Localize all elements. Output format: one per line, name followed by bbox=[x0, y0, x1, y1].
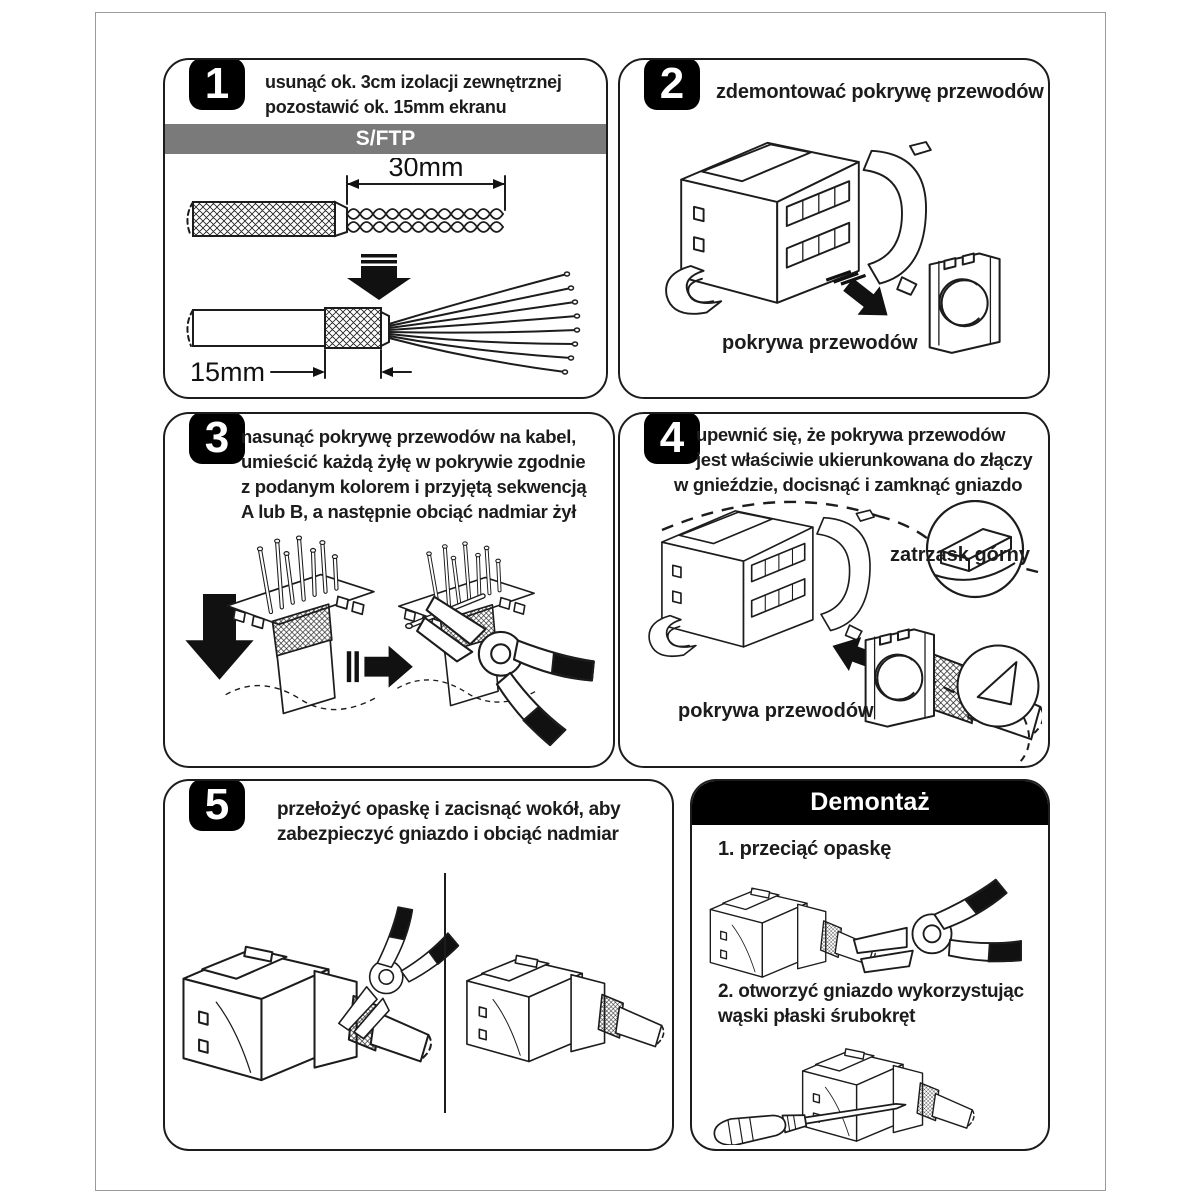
panel-step-5 bbox=[163, 779, 674, 1151]
wire-cover-label: pokrywa przewodów bbox=[722, 332, 918, 354]
jack-with-cable-illustration bbox=[710, 888, 875, 977]
step-3-instruction bbox=[241, 424, 586, 524]
demontaz-step-1 bbox=[718, 837, 891, 862]
pliers-cutting-icon bbox=[843, 863, 1042, 981]
keystone-jack-open-illustration bbox=[666, 142, 931, 314]
step-1-instruction bbox=[265, 70, 562, 120]
pliers-cutting-icon bbox=[417, 597, 594, 745]
wire-cover-illustration bbox=[930, 254, 1000, 353]
step-4-instruction bbox=[674, 422, 1032, 497]
instruction-line: zdemontować pokrywę przewodów bbox=[716, 81, 1044, 103]
illustration-divider bbox=[444, 873, 446, 1113]
panel-demontaz bbox=[690, 779, 1050, 1151]
instruction-line: wąski płaski śrubokręt bbox=[718, 1006, 916, 1027]
instruction-line: usunąć ok. 3cm izolacji zewnętrznej bbox=[265, 72, 562, 92]
keystone-jack-open-illustration bbox=[649, 510, 874, 656]
arrow-marker-callout bbox=[958, 646, 1039, 727]
instruction-line: 1. przeciąć opaskę bbox=[718, 838, 892, 860]
instruction-line: A lub B, a następnie obciąć nadmiar żył bbox=[241, 501, 577, 522]
step-2-badge bbox=[644, 58, 700, 110]
instruction-line: z podanym kolorem i przyjętą sekwencją bbox=[241, 476, 587, 497]
instruction-line: zabezpieczyć gniazdo i obciąć nadmiar bbox=[277, 824, 619, 845]
right-arrow-icon bbox=[349, 646, 413, 688]
dimension-15mm-label: 15mm bbox=[189, 357, 265, 387]
instruction-line: w gnieździe, docisnąć i zamknąć gniazdo bbox=[674, 474, 1023, 495]
wire-cover-label: pokrywa przewodów bbox=[678, 700, 874, 722]
instruction-line: przełożyć opaskę i zacisnąć wokół, aby bbox=[277, 799, 621, 820]
panel-step-1 bbox=[163, 58, 608, 399]
tie-fastening-illustration bbox=[165, 865, 672, 1145]
instruction-line: jest właściwie ukierunkowana do złączy bbox=[696, 449, 1033, 470]
demontaz-title: Demontaż bbox=[810, 787, 930, 816]
demontaz-step-2 bbox=[718, 979, 1024, 1029]
step-number: 2 bbox=[659, 59, 685, 108]
top-latch-label: zatrzask górny bbox=[889, 544, 1031, 566]
demontaz-header bbox=[690, 779, 1050, 825]
down-arrow-icon bbox=[347, 266, 411, 300]
jack-with-cable-illustration bbox=[803, 1049, 974, 1141]
cut-tie-illustration bbox=[698, 863, 1042, 981]
instruction-line: 2. otworzyć gniazdo wykorzystując bbox=[718, 981, 1024, 1002]
sftp-banner bbox=[165, 124, 606, 154]
instruction-line: nasunąć pokrywę przewodów na kabel, bbox=[241, 426, 576, 447]
panel-step-4 bbox=[618, 412, 1050, 768]
step-1-badge bbox=[189, 58, 245, 110]
instruction-line: umieścić każdą żyłę w pokrywie zgodnie bbox=[241, 451, 586, 472]
step-2-instruction bbox=[716, 80, 1044, 105]
cover-with-wires-illustration bbox=[226, 536, 379, 713]
instruction-line: upewnić się, że pokrywa przewodów bbox=[696, 424, 1006, 445]
cable-type-label: S/FTP bbox=[355, 127, 416, 150]
open-with-screwdriver-illustration bbox=[698, 1029, 1042, 1145]
finished-jack-illustration bbox=[467, 955, 664, 1061]
panel-step-2 bbox=[618, 58, 1050, 399]
step-3-badge bbox=[189, 412, 245, 464]
step-number: 4 bbox=[659, 413, 685, 462]
wire-insertion-illustration bbox=[173, 530, 605, 762]
dimension-30mm-label: 30mm bbox=[388, 158, 464, 182]
step-number: 5 bbox=[204, 780, 230, 829]
step-number: 1 bbox=[204, 59, 230, 108]
cable-strip-diagram bbox=[175, 158, 596, 394]
instruction-line: pozostawić ok. 15mm ekranu bbox=[265, 97, 507, 117]
step-number: 3 bbox=[204, 413, 230, 462]
step-5-instruction bbox=[277, 797, 620, 847]
panel-step-3 bbox=[163, 412, 615, 768]
step-5-badge bbox=[189, 779, 245, 831]
